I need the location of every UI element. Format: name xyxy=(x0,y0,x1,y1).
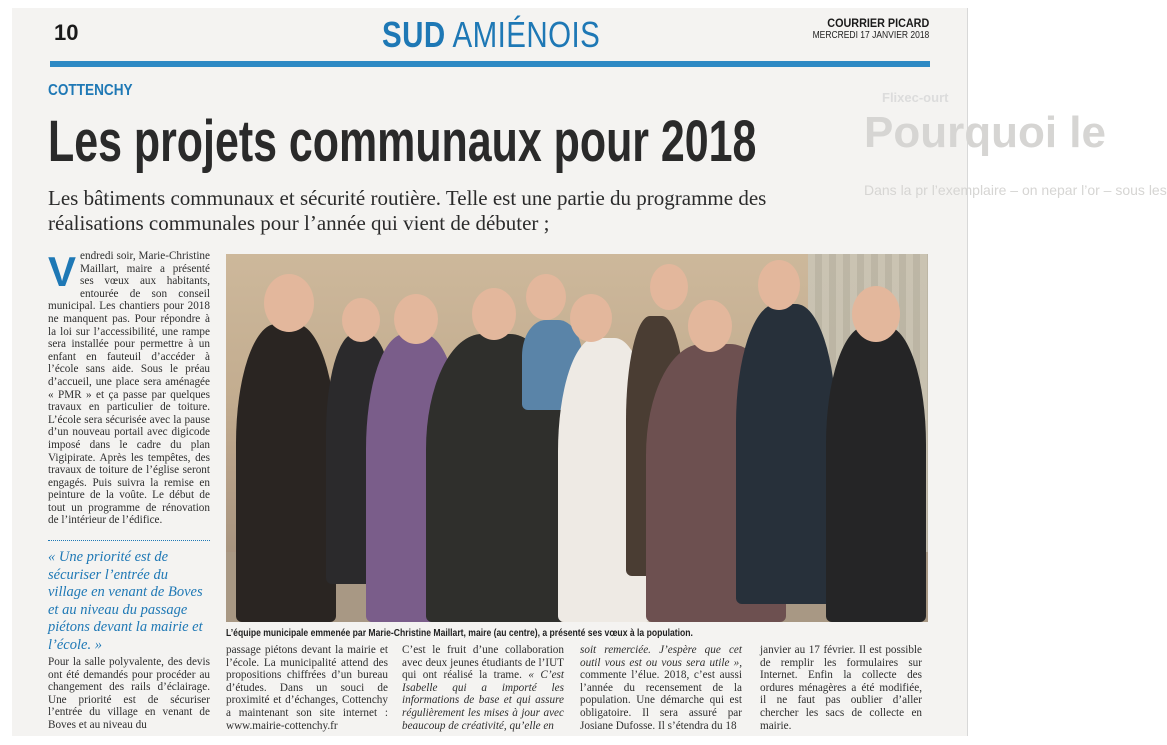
issue-date: MERCREDI 17 JANVIER 2018 xyxy=(812,30,929,41)
newspaper-page xyxy=(12,8,1167,736)
body-column-4-quote: soit remerciée. J’espère que cet outil vous est ou vous sera utile », xyxy=(580,644,742,669)
photo-caption: L’équipe municipale emmenée par Marie-Christine Maillart, maire (au centre), a présenté ses vœux à la population. xyxy=(226,628,693,639)
page-number: 10 xyxy=(54,20,79,45)
body-column-3-quote: « C’est Isabelle qui a importé les informations de base et qui assure régulièrement les mises à jour avec beaucoup de créativité, qu’elle en xyxy=(402,669,565,732)
section-title xyxy=(382,14,600,56)
body-column-3 xyxy=(402,644,564,732)
photo-head xyxy=(688,300,732,352)
photo-head xyxy=(394,294,438,344)
bleed-text: Dans la pr l’exemplaire – on nepar l’or – sous les xyxy=(864,182,1167,198)
body-column-4-text: commente l’élue. 2018, c’est aussi l’année du recensement de la population. Une démarche qui est obligatoire. Il sera assuré par Josiane Dufosse. Il s’étendra du 18 xyxy=(580,669,742,732)
photo-person xyxy=(236,324,336,622)
body-column-5: janvier au 17 février. Il est possible de remplir les formulaires sur Internet. Enfin la collecte des ordures ménagères a été modifiée, il ne faut pas oublier d’aller chercher les sacs de collecte en mairie. xyxy=(760,644,922,732)
section-title-bold: SUD xyxy=(382,14,446,55)
photo-person xyxy=(736,304,836,604)
newspaper-name: COURRIER PICARD xyxy=(826,16,929,30)
body-column-3-text: C’est le fruit d’une collaboration avec deux jeunes étudiants de l’IUT qui ont réalisé la trame. xyxy=(402,644,564,682)
lead-column xyxy=(48,250,210,527)
pull-quote: « Une priorité est de sécuriser l’entrée du village en venant de Boves et au niveau du passage piétons devant la mairie et l’école. » xyxy=(48,540,210,654)
photo-head xyxy=(264,274,314,332)
article-standfirst: Les bâtiments communaux et sécurité routière. Telle est une partie du programme des réalisations communales pour l’année qui vient de débuter ; xyxy=(48,186,767,235)
photo-head xyxy=(342,298,380,342)
photo-person xyxy=(826,326,926,622)
photo-head xyxy=(472,288,516,340)
body-column-1: Pour la salle polyvalente, des devis ont été demandés pour procéder au changement des rails d’éclairage. Une priorité est de sécuriser l’entrée du village en venant de Boves et au niveau du xyxy=(48,656,210,731)
photo-head xyxy=(758,260,800,310)
photo-head xyxy=(526,274,566,320)
section-title-light: AMIÉNOIS xyxy=(452,14,601,55)
section-rule xyxy=(50,61,930,67)
article-headline: Les projets communaux pour 2018 xyxy=(48,109,757,174)
bleed-headline: Pourquoi le xyxy=(864,108,1106,157)
article-kicker: COTTENCHY xyxy=(48,82,133,99)
bleed-kicker: Flixec-ourt xyxy=(882,90,949,105)
lead-text: endredi soir, Marie-Christine Maillart, maire a présenté ses vœux aux habitants, entourée de son conseil municipal. Les chantiers pour 2018 ne manquent pas. Pour répondre à la loi sur l’accessibilité, une rampe sera installée pour permettre à un enfant en fauteuil d’accéder à l’école sans aide. Sous le préau d’accueil, une place sera aménagée « PMR » et ça passe par quelques travaux en particulier de toiture. L’école sera sécurisée avec la pause d’un nouveau portail avec digicode imposé dans le cadre du plan Vigipirate. Après les tempêtes, des travaux de toiture de l’église seront engagés. Puis suivra la remise en peinture de la voûte. Le début de tout un programme de rénovation de l’intérieur de l’édifice. xyxy=(48,250,210,527)
body-column-2: passage piétons devant la mairie et l’école. La municipalité attend des propositions chiffrées d’un bureau d’études. Dans un souci de proximité et d’échanges, Cottenchy a maintenant son site internet : www.mairie-cottenchy.fr xyxy=(226,644,388,732)
drop-cap: V xyxy=(48,248,77,295)
body-column-4 xyxy=(580,644,742,732)
masthead xyxy=(792,16,929,41)
group-photo xyxy=(226,254,928,622)
photo-head xyxy=(650,264,688,310)
bleed-through-text xyxy=(864,88,1167,238)
photo-head xyxy=(570,294,612,342)
photo-head xyxy=(852,286,900,342)
